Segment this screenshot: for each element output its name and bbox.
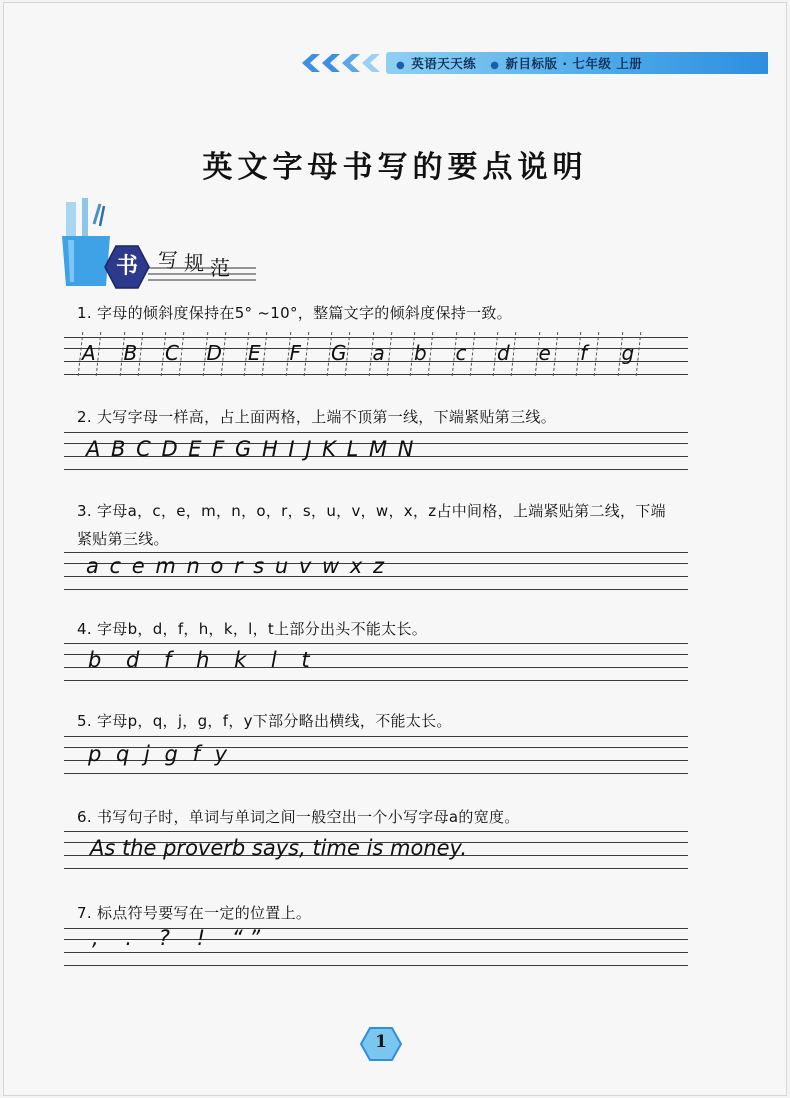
sample-letter: F: [289, 341, 302, 365]
rule-number: 6.: [77, 808, 92, 826]
rule-4-text: [77, 618, 427, 639]
sample-letter: b: [414, 341, 427, 365]
rule-3-text: [77, 497, 667, 553]
sample-letter: a: [372, 341, 385, 365]
series-title: 英语天天练: [411, 56, 477, 71]
rule-6-sample: As the proverb says, time is money.: [90, 836, 468, 860]
section-char: 写: [158, 248, 184, 272]
sample-letter: c: [455, 341, 467, 365]
section-char: 规: [184, 251, 210, 275]
rule-5-sample: p q j g f y: [88, 742, 228, 766]
rule-description: 标点符号要写在一定的位置上。: [97, 904, 312, 922]
rule-7-text: [77, 902, 311, 923]
rule-number: 1.: [77, 304, 92, 322]
rule-description: 字母的倾斜度保持在5° ~10°，整篇文字的倾斜度保持一致。: [97, 304, 512, 322]
sample-letter: A: [82, 341, 96, 365]
rule-3-sample: a c e m n o r s u v w x z: [86, 554, 386, 578]
header-text: [396, 54, 642, 72]
rule-description: 大写字母一样高，占上面两格，上端不顶第一线，下端紧贴第三线。: [97, 408, 557, 426]
rule-4-sample: b d f h k l t: [88, 648, 310, 672]
bullet-icon: ●: [396, 60, 406, 71]
rule-description: 字母a，c，e，m，n，o，r，s，u，v，w，x，z占中间格，上端紧贴第二线，下端紧贴第三线。: [77, 502, 666, 548]
rule-number: 7.: [77, 904, 92, 922]
sample-letter: G: [331, 341, 347, 365]
rule-description: 书写句子时，单词与单词之间一般空出一个小写字母a的宽度。: [97, 808, 520, 826]
rule-1-text: [77, 302, 512, 323]
section-badge-char: 书: [115, 254, 138, 279]
sample-letter: f: [580, 341, 588, 365]
rule-2-sample: A B C D E F G H I J K L M N: [86, 437, 416, 461]
sample-letter: E: [248, 341, 261, 365]
chevron-arrows-icon: [298, 52, 388, 74]
rule-2-text: [77, 406, 556, 427]
rule-number: 3.: [77, 502, 92, 520]
sample-letter: g: [621, 341, 635, 365]
rule-number: 5.: [77, 712, 92, 730]
rule-number: 2.: [77, 408, 92, 426]
section-char: 范: [210, 256, 236, 280]
edition-title: 新目标版 · 七年级 上册: [505, 56, 643, 71]
header-banner: [298, 50, 768, 76]
sample-letter: e: [538, 341, 551, 365]
page-title: 英文字母书写的要点说明: [202, 150, 588, 185]
sample-letter: d: [497, 341, 510, 365]
rule-description: 字母p，q，j，g，f，y下部分略出横线，不能太长。: [97, 712, 452, 730]
bullet-icon: ●: [490, 60, 500, 71]
rule-5-text: [77, 710, 452, 731]
page-number: 1: [375, 1032, 387, 1052]
rule-6-text: [77, 806, 520, 827]
sample-letter: D: [206, 341, 222, 365]
rule-number: 4.: [77, 620, 92, 638]
rule-description: 字母b，d，f，h，k，l，t上部分出头不能太长。: [97, 620, 428, 638]
sample-letter: B: [123, 341, 138, 365]
section-underline: [148, 266, 258, 282]
rule-7-sample: , . ? ! “ ”: [92, 926, 261, 950]
sample-letter: C: [165, 341, 179, 365]
